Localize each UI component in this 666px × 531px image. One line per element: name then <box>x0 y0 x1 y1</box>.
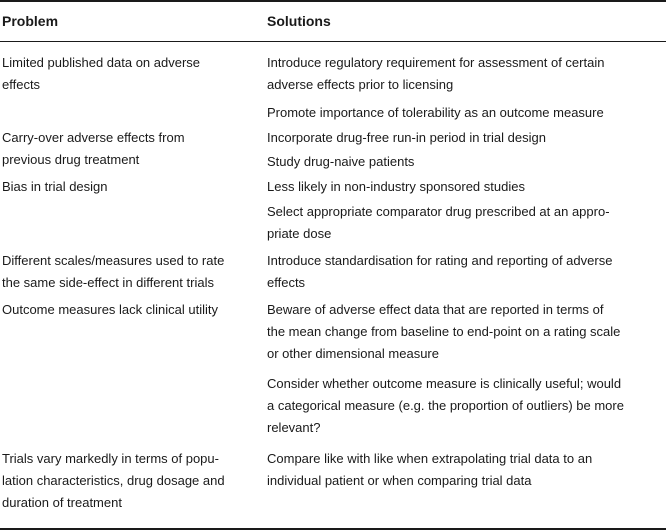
bottom-rule <box>0 528 666 530</box>
solution-cell: Introduce regulatory requirement for assessment of certain adverse effects prior to licensing <box>267 55 605 92</box>
problem-cell: Different scales/measures used to rate the same side-effect in different trials <box>2 253 225 290</box>
problem-cell: Bias in trial design <box>2 179 108 194</box>
problem-cell: Outcome measures lack clinical utility <box>2 302 219 317</box>
solution-cell: Compare like with like when extrapolating trial data to an individual patient or when comparing trial data <box>267 451 593 488</box>
top-rule <box>0 0 666 2</box>
header-problem: Problem <box>2 13 59 29</box>
problem-cell: Trials vary markedly in terms of popu- lation characteristics, drug dosage and duration of treatment <box>2 451 225 510</box>
solution-cell: Select appropriate comparator drug prescribed at an appro- priate dose <box>267 204 610 241</box>
solution-cell: Less likely in non-industry sponsored studies <box>267 179 525 194</box>
solution-cell: Introduce standardisation for rating and reporting of adverse effects <box>267 253 613 290</box>
solution-cell: Beware of adverse effect data that are reported in terms of the mean change from baseline to end-point on a rating scale or other dimensional measure <box>267 302 621 361</box>
solution-cell: Study drug-naive patients <box>267 154 415 169</box>
solution-cell: Promote importance of tolerability as an outcome measure <box>267 105 604 120</box>
header-rule <box>0 41 666 42</box>
problem-cell: Carry-over adverse effects from previous drug treatment <box>2 130 185 167</box>
solution-cell: Incorporate drug-free run-in period in trial design <box>267 130 546 145</box>
header-solutions: Solutions <box>267 13 331 29</box>
solution-cell: Consider whether outcome measure is clinically useful; would a categorical measure (e.g. the proportion of outliers) be more relevant? <box>267 376 624 435</box>
problem-cell: Limited published data on adverse effects <box>2 55 201 92</box>
